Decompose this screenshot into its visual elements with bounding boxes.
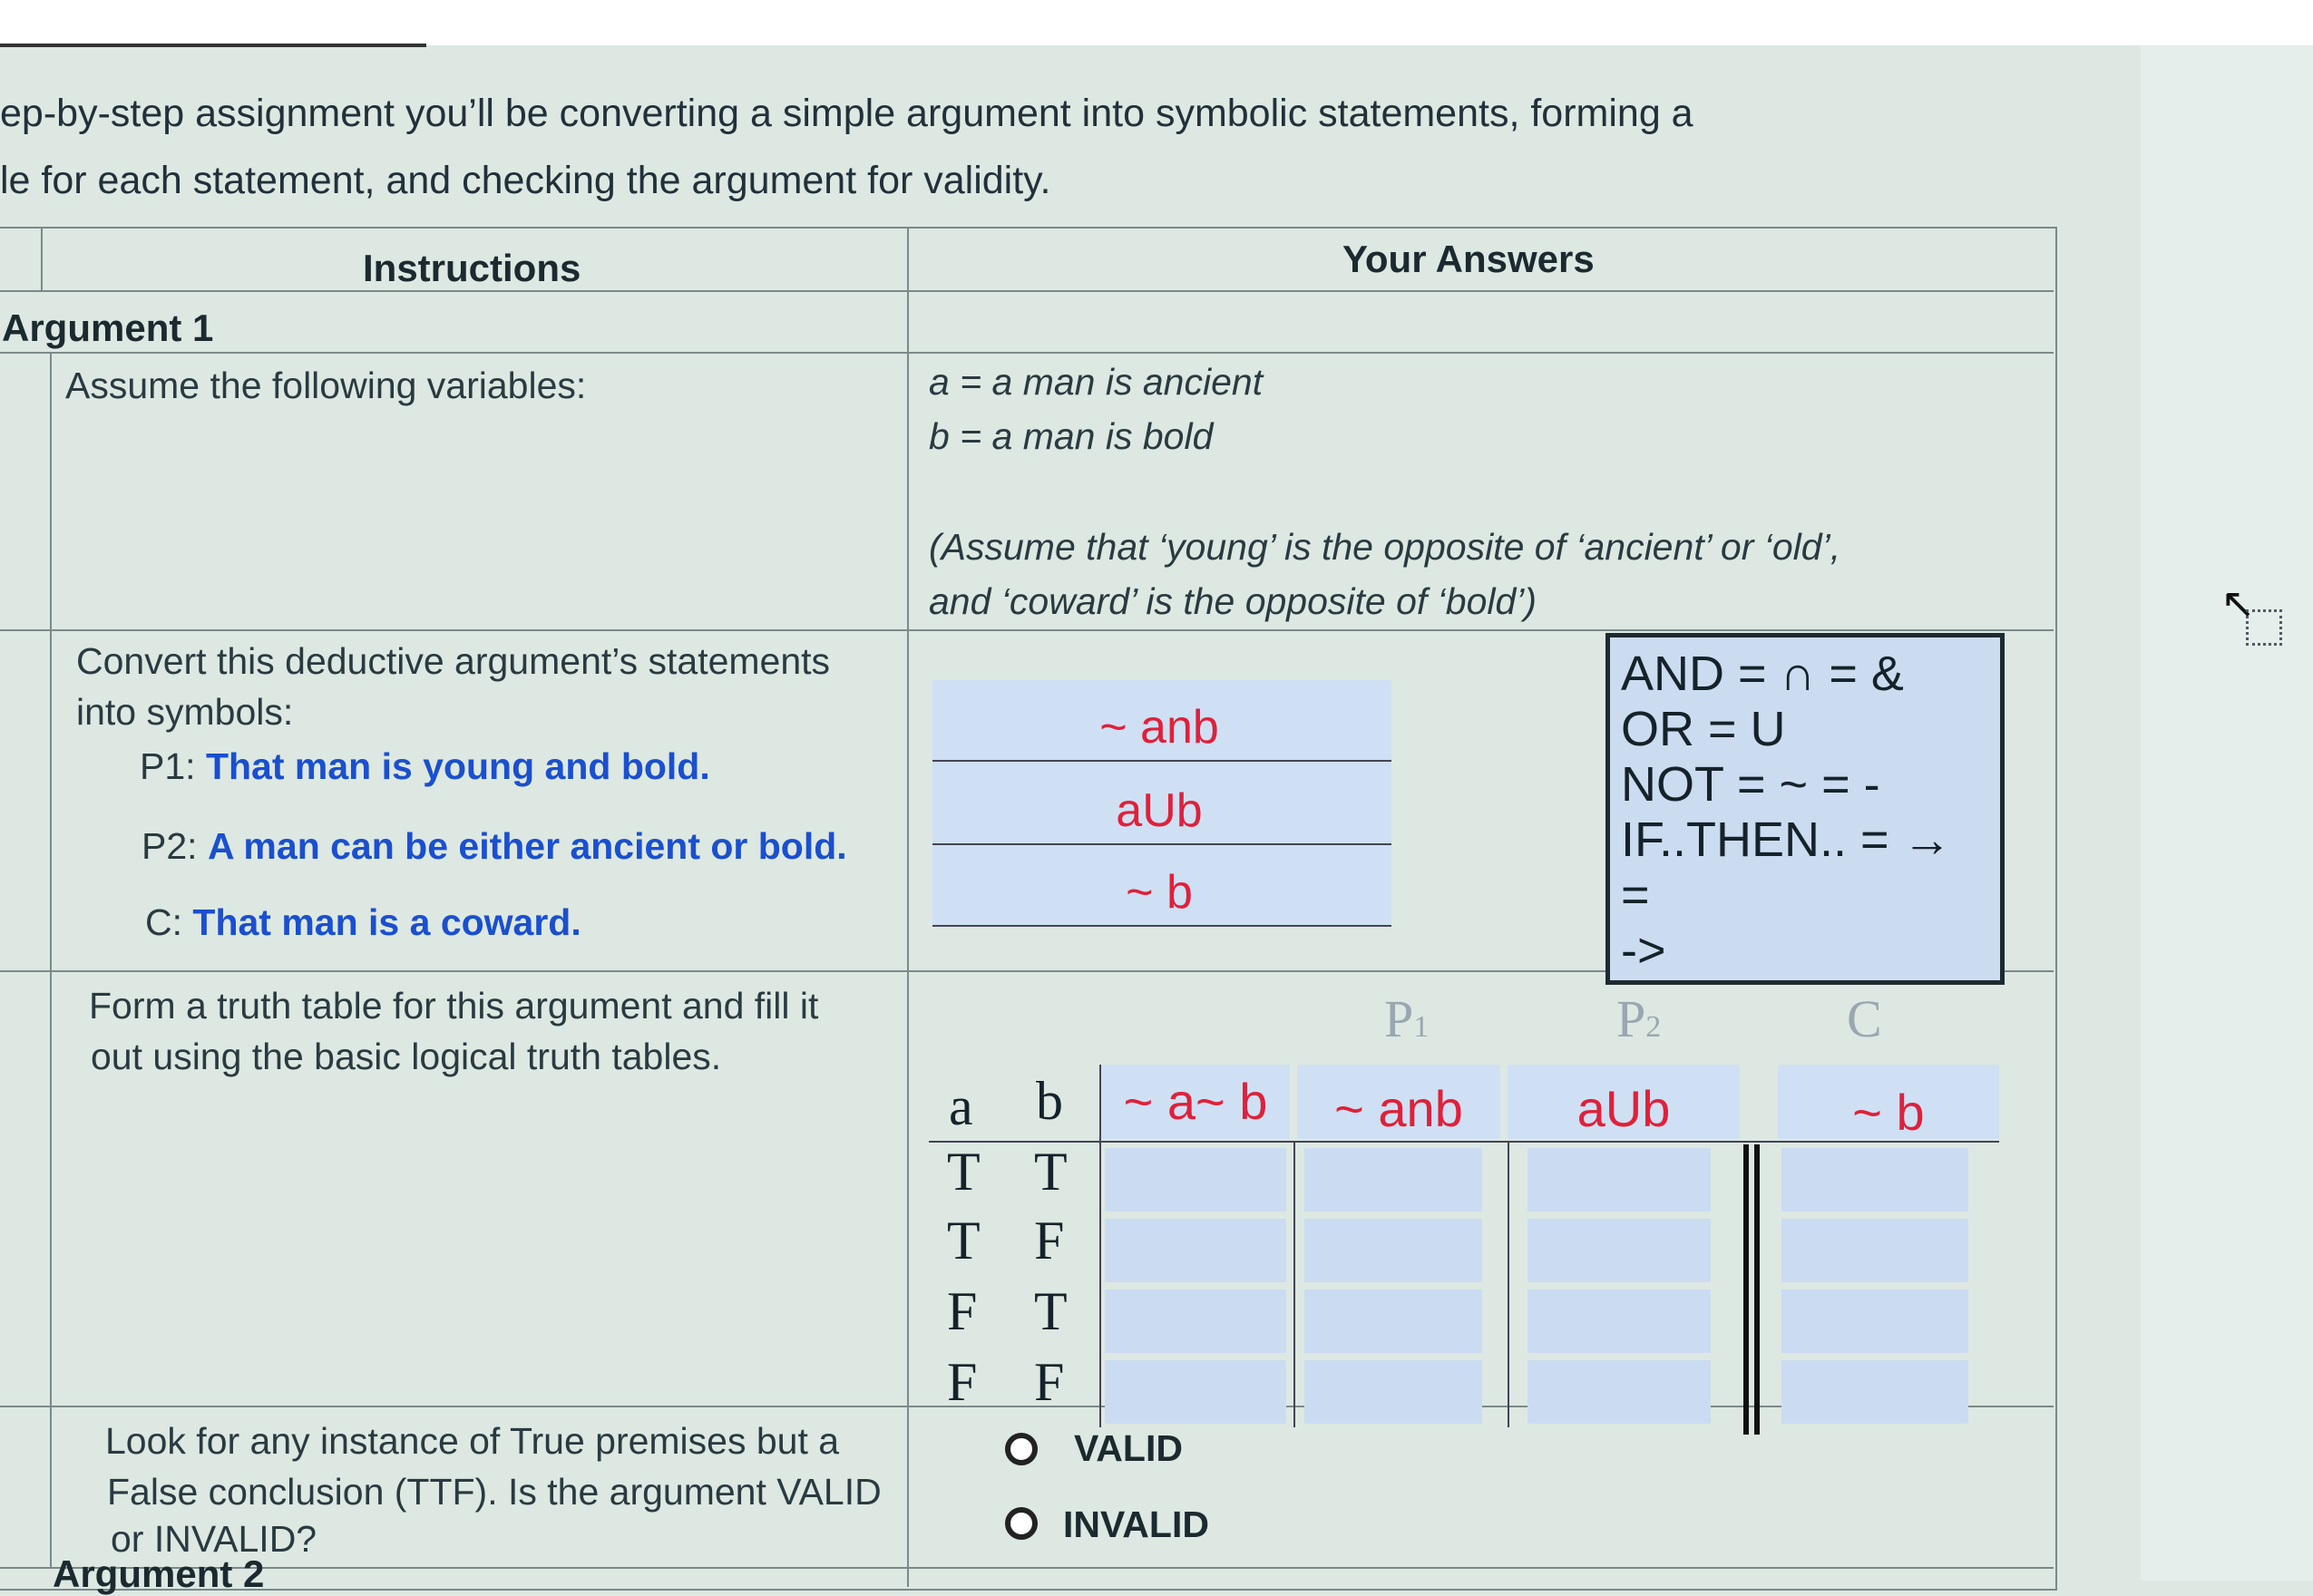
col-p2: aUb [1576,1080,1671,1137]
valid-radio[interactable] [1005,1433,1038,1465]
truth-header-line [929,1141,1999,1143]
cell-r1-c1[interactable] [1105,1148,1286,1212]
cell-r2-c4[interactable] [1781,1219,1968,1282]
label-c: C [1847,989,1882,1048]
premise-1 [140,740,710,793]
truth-ab-divider [1099,1065,1101,1427]
right-margin [2141,45,2313,1581]
premise-1-text: That man is young and bold. [205,745,710,787]
convert-instruction-1: Convert this deductive argument’s statements [76,640,831,682]
cell-r3-c3[interactable] [1527,1289,1711,1353]
legend-or: OR = U [1621,702,1786,756]
truth-double-1 [1743,1144,1749,1435]
top-divider [0,44,426,47]
legend-and: AND = ∩ = & [1621,647,1904,701]
intro-text [0,80,1693,214]
answer-p1-text: ~ anb [1099,701,1219,754]
label-p2: P2 [1616,989,1662,1048]
cell-r1-c2[interactable] [1304,1148,1482,1212]
left-inner-border-2 [50,354,52,1569]
variable-a: a = a man is ancient [929,361,1264,403]
validity-instruction-3: or INVALID? [111,1518,317,1560]
cell-r4-c1[interactable] [1105,1360,1286,1424]
selection-box-icon [2246,609,2282,646]
intro-line-2: le for each statement, and checking the argument for validity. [0,159,1051,202]
col-c: ~ b [1852,1084,1925,1141]
row-divider-1 [0,629,2054,631]
answer-p2-text: aUb [1116,784,1203,837]
cell-r3-c2[interactable] [1304,1289,1482,1353]
cell-r1-c4[interactable] [1781,1148,1968,1212]
premise-2-label: P2: [142,825,198,867]
validity-instruction-1: Look for any instance of True premises but a [105,1420,840,1462]
cell-r4-c2[interactable] [1304,1360,1482,1424]
premise-2 [142,820,847,872]
header-divider [0,290,2054,292]
row4-a: F [947,1352,978,1412]
instructions-header: Instructions [363,247,581,289]
cell-r4-c4[interactable] [1781,1360,1968,1424]
label-p1: P1 [1384,989,1430,1048]
conclusion-label: C: [145,901,182,943]
legend-ifthen: IF..THEN.. = → = [1621,813,1952,922]
column-divider [907,227,909,1587]
cell-r2-c1[interactable] [1105,1219,1286,1282]
truth-col-divider-2 [1508,1141,1509,1427]
assumption-note-1: (Assume that ‘young’ is the opposite of ‘ancient’ or ‘old’, [929,526,1841,568]
validity-instruction-2: False conclusion (TTF). Is the argument VALID [107,1471,882,1513]
row2-b: F [1034,1211,1065,1270]
col-a-header: a [949,1076,973,1136]
col-not-a-not-b: ~ a~ b [1123,1073,1268,1130]
row3-b: T [1034,1281,1068,1341]
col-p1: ~ anb [1334,1080,1463,1137]
valid-label: VALID [1074,1427,1183,1469]
cell-r1-c3[interactable] [1527,1148,1711,1212]
argument-2-label: Argument 2 [53,1552,265,1595]
argument-divider [0,352,2054,354]
left-inner-border [41,227,43,290]
invalid-label: INVALID [1063,1504,1209,1545]
premise-1-label: P1: [140,745,196,787]
symbol-legend [1605,633,2005,985]
row1-b: T [1034,1142,1068,1202]
invalid-radio[interactable] [1005,1507,1038,1540]
row3-a: F [947,1281,978,1341]
truth-double-2 [1754,1144,1760,1435]
conclusion [145,896,581,949]
cell-r2-c2[interactable] [1304,1219,1482,1282]
argument-1-label: Argument 1 [2,307,214,349]
legend-not: NOT = ~ = - [1621,757,1880,812]
truth-instruction-1: Form a truth table for this argument and fill it [89,985,819,1027]
answers-header: Your Answers [1342,238,1595,280]
truth-col-divider-1 [1293,1141,1295,1427]
convert-instruction-2: into symbols: [76,691,294,733]
intro-line-1: ep-by-step assignment you’ll be converting a simple argument into symbolic statements, forming a [0,92,1693,135]
row1-a: T [947,1142,981,1202]
cell-r3-c4[interactable] [1781,1289,1968,1353]
row2-a: T [947,1211,981,1270]
mouse-pointer-icon: ↖ [2220,579,2256,627]
cell-r4-c3[interactable] [1527,1360,1711,1424]
row-divider-4 [0,1567,2054,1569]
row4-b: F [1034,1352,1065,1412]
conclusion-text: That man is a coward. [192,901,581,943]
col-b-header: b [1036,1071,1063,1131]
cell-r3-c1[interactable] [1105,1289,1286,1353]
legend-arrow: -> [1621,923,1666,978]
variable-b: b = a man is bold [929,415,1214,457]
cell-r2-c3[interactable] [1527,1219,1711,1282]
answer-c-text: ~ b [1126,866,1193,919]
assumption-note-2: and ‘coward’ is the opposite of ‘bold’) [929,580,1537,622]
top-bar [0,0,2313,45]
variables-instruction: Assume the following variables: [65,365,587,406]
truth-instruction-2: out using the basic logical truth tables. [91,1036,722,1077]
premise-2-text: A man can be either ancient or bold. [207,825,847,867]
